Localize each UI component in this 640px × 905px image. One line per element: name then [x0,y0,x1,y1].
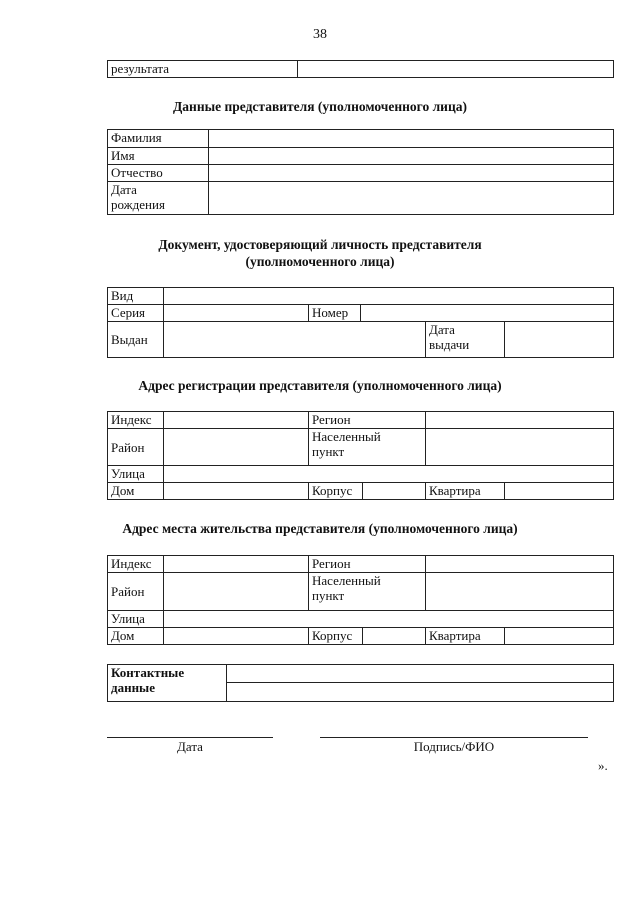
patronymic-field[interactable] [209,165,614,182]
doc-issued-by-label: Выдан [108,322,164,358]
res-region-label: Регион [309,556,426,573]
res-index-label: Индекс [108,556,164,573]
doc-kind-field[interactable] [164,288,614,305]
contacts-label-line2: данные [111,680,155,695]
birth-date-field[interactable] [209,182,614,215]
doc-issue-date-label-line2: выдачи [429,337,470,352]
reg-district-label: Район [108,429,164,466]
res-apartment-field[interactable] [505,628,614,645]
id-doc-title-line1: Документ, удостоверяющий личность представителя [158,237,482,252]
first-name-label: Имя [108,148,209,165]
res-locality-field[interactable] [426,573,614,611]
reg-building-label: Корпус [309,483,363,500]
result-label: результата [108,61,298,78]
res-address-title: Адрес места жительства представителя (уполномоченного лица) [122,521,518,536]
id-doc-title-line2: (уполномоченного лица) [245,254,395,269]
birth-date-label-line2: рождения [111,197,165,212]
reg-address-title: Адрес регистрации представителя (уполномоченного лица) [138,378,502,393]
reg-street-label: Улица [108,466,164,483]
reg-locality-label [309,429,426,466]
res-house-field[interactable] [164,628,309,645]
doc-series-label: Серия [108,305,164,322]
page-number: 38 [313,27,327,42]
res-locality-label-line1: Населенный [312,573,381,588]
rep-data-title: Данные представителя (уполномоченного лица) [173,99,467,114]
date-label: Дата [177,739,203,754]
date-line[interactable] [107,737,273,738]
closing-quote: ». [598,758,608,773]
contacts-table [107,664,614,702]
reg-locality-field[interactable] [426,429,614,466]
reg-district-field[interactable] [164,429,309,466]
reg-locality-label-line1: Населенный [312,429,381,444]
patronymic-label: Отчество [108,165,209,182]
doc-issue-date-label [426,322,505,358]
id-doc-table [107,287,614,358]
reg-house-label: Дом [108,483,164,500]
reg-region-field[interactable] [426,412,614,429]
res-index-field[interactable] [164,556,309,573]
res-district-label: Район [108,573,164,611]
res-building-field[interactable] [363,628,426,645]
last-name-field[interactable] [209,130,614,148]
doc-issue-date-field[interactable] [505,322,614,358]
result-row-table [107,60,614,78]
contacts-divider [227,682,613,683]
reg-house-field[interactable] [164,483,309,500]
doc-issue-date-label-line1: Дата [429,322,455,337]
res-street-field[interactable] [164,611,614,628]
reg-apartment-field[interactable] [505,483,614,500]
reg-index-field[interactable] [164,412,309,429]
res-house-label: Дом [108,628,164,645]
res-building-label: Корпус [309,628,363,645]
reg-index-label: Индекс [108,412,164,429]
res-street-label: Улица [108,611,164,628]
res-locality-label [309,573,426,611]
signature-label: Подпись/ФИО [413,739,495,754]
doc-number-label: Номер [309,305,361,322]
contacts-label-line1: Контактные [111,665,185,680]
doc-series-field[interactable] [164,305,309,322]
last-name-label: Фамилия [108,130,209,148]
res-address-table [107,555,614,645]
res-region-field[interactable] [426,556,614,573]
birth-date-label [108,182,209,215]
reg-apartment-label: Квартира [426,483,505,500]
reg-address-table [107,411,614,500]
id-doc-title [60,236,580,270]
first-name-field[interactable] [209,148,614,165]
res-district-field[interactable] [164,573,309,611]
doc-issued-by-field[interactable] [164,322,426,358]
reg-locality-label-line2: пункт [312,444,345,459]
signature-line[interactable] [320,737,588,738]
birth-date-label-line1: Дата [111,182,137,197]
result-value-cell[interactable] [298,61,614,78]
res-apartment-label: Квартира [426,628,505,645]
rep-data-table [107,129,614,215]
doc-kind-label: Вид [108,288,164,305]
contacts-field[interactable] [227,665,614,702]
reg-building-field[interactable] [363,483,426,500]
reg-street-field[interactable] [164,466,614,483]
reg-region-label: Регион [309,412,426,429]
res-locality-label-line2: пункт [312,588,345,603]
doc-number-field[interactable] [361,305,614,322]
contacts-label [108,665,227,702]
